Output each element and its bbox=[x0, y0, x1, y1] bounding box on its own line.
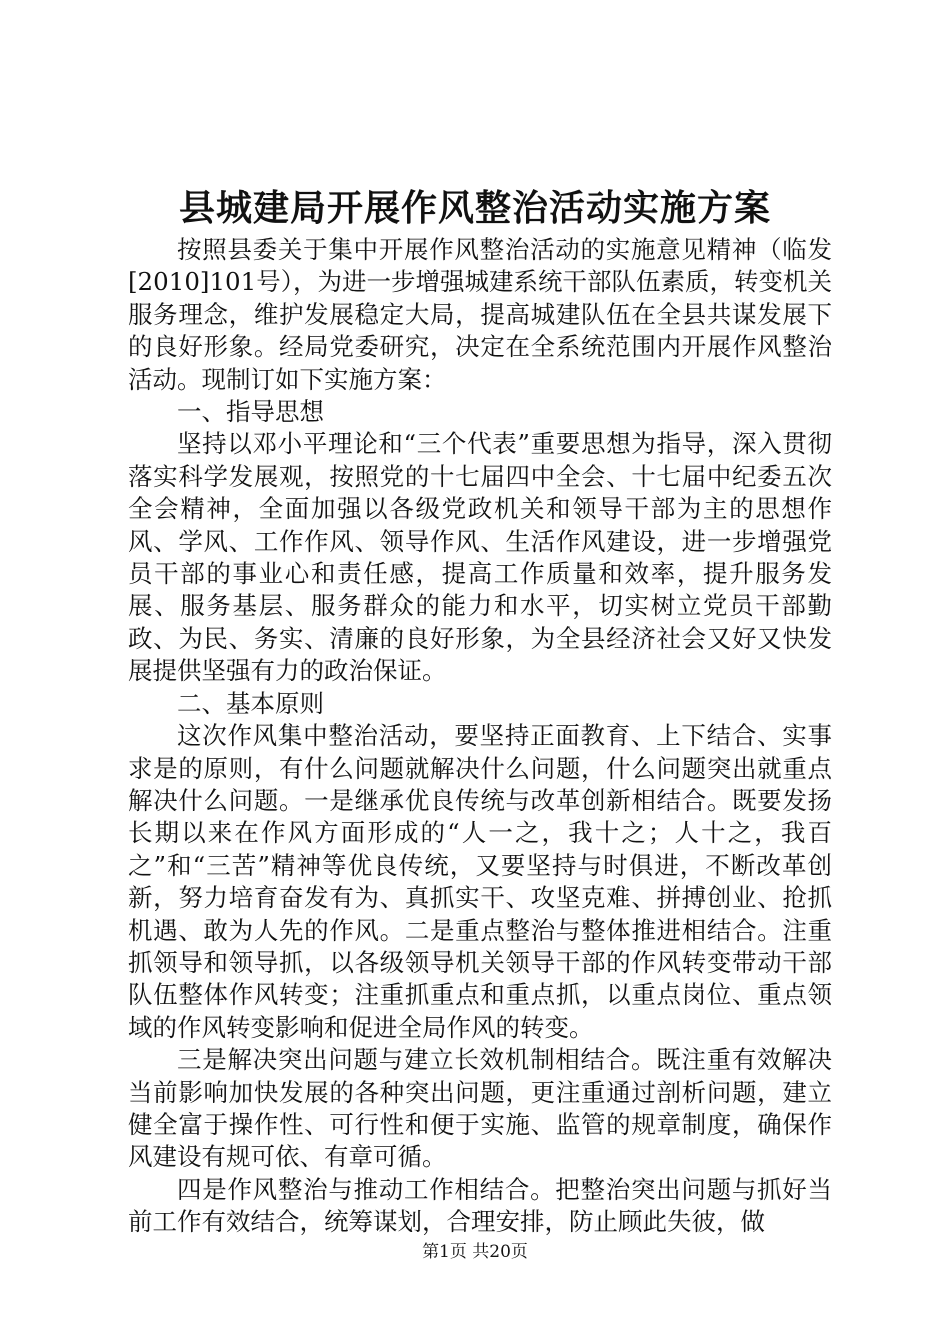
document-title: 县城建局开展作风整治活动实施方案 bbox=[178, 187, 771, 229]
section-heading-basic-principles: 二、基本原则 bbox=[177, 688, 324, 718]
principle-four-paragraph: 四是作风整治与推动工作相结合。把整治突出问题与抓好当前工作有效结合，统筹谋划，合理安排，防止顾此失彼，做 bbox=[128, 1174, 832, 1237]
intro-paragraph: 按照县委关于集中开展作风整治活动的实施意见精神（临发[2010]101号），为进一步增强城建系统干部队伍素质，转变机关服务理念，维护发展稳定大局，提高城建队伍在全县共谋发展下的良好形象。经局党委研究，决定在全系统范围内开展作风整治活动。现制订如下实施方案： bbox=[128, 235, 832, 394]
basic-principles-paragraph: 这次作风集中整治活动，要坚持正面教育、上下结合、实事求是的原则，有什么问题就解决什么问题，什么问题突出就重点解决什么问题。一是继承优良传统与改革创新相结合。既要发扬长期以来在作风方面形成的“人一之，我十之；人十之，我百之”和“三苦”精神等优良传统，又要坚持与时俱进，不断改革创新，努力培育奋发有为、真抓实干、攻坚克难、拼搏创业、抢抓机遇、敢为人先的作风。二是重点整治与整体推进相结合。注重抓领导和领导抓，以各级领导机关领导干部的作风转变带动干部队伍整体作风转变；注重抓重点和重点抓，以重点岗位、重点领域的作风转变影响和促进全局作风的转变。 bbox=[128, 721, 832, 1042]
section-heading-guiding-ideology: 一、指导思想 bbox=[177, 397, 324, 427]
principle-three-paragraph: 三是解决突出问题与建立长效机制相结合。既注重有效解决当前影响加快发展的各种突出问题，更注重通过剖析问题，建立健全富于操作性、可行性和便于实施、监管的规章制度，确保作风建设有规可依、有章可循。 bbox=[128, 1045, 832, 1172]
page-footer: 第1页 共20页 bbox=[422, 1242, 528, 1262]
document-body bbox=[128, 234, 832, 1239]
guiding-ideology-paragraph: 坚持以邓小平理论和“三个代表”重要思想为指导，深入贯彻落实科学发展观，按照党的十七届四中全会、十七届中纪委五次全会精神，全面加强以各级党政机关和领导干部为主的思想作风、学风、工作作风、领导作风、生活作风建设，进一步增强党员干部的事业心和责任感，提高工作质量和效率，提升服务发展、服务基层、服务群众的能力和水平，切实树立党员干部勤政、为民、务实、清廉的良好形象，为全县经济社会又好又快发展提供坚强有力的政治保证。 bbox=[128, 429, 832, 686]
